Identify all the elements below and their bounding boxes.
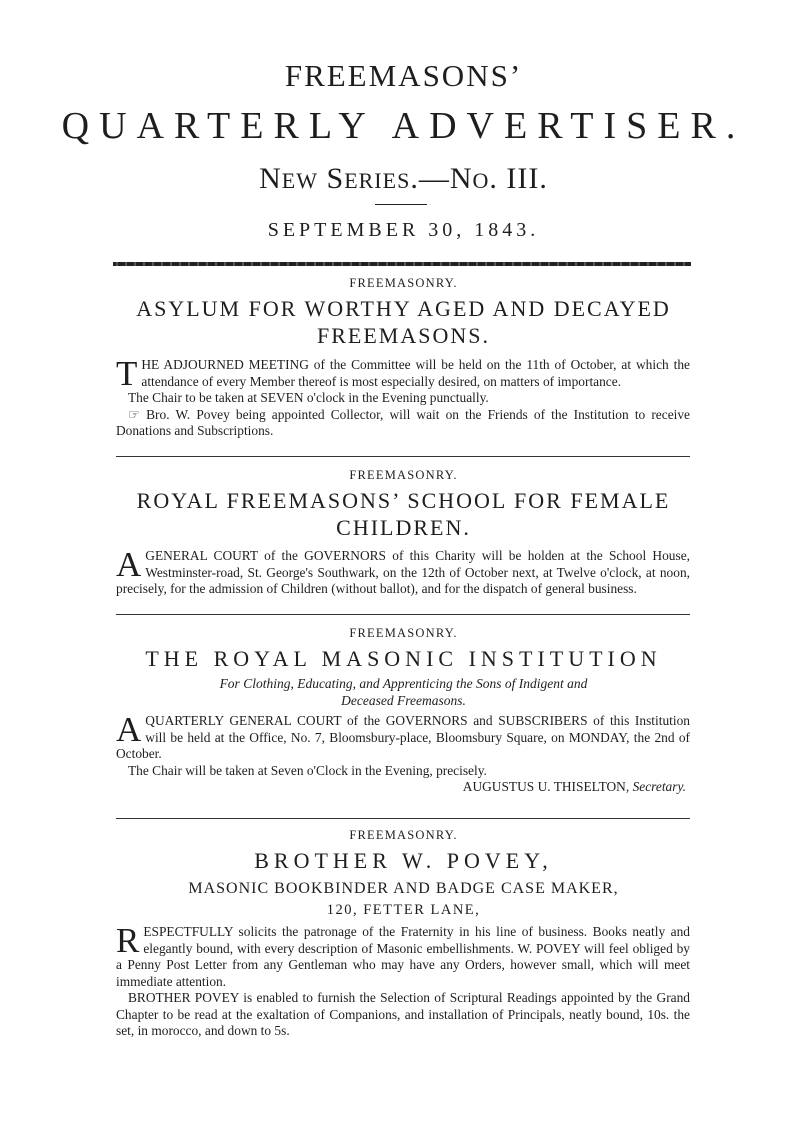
notice-headline: THE ROYAL MASONIC INSTITUTION bbox=[145, 646, 662, 671]
notice-body bbox=[116, 545, 690, 598]
signature-name: AUGUSTUS U. THISELTON, bbox=[462, 779, 630, 794]
notice-headline: CHILDREN. bbox=[336, 515, 471, 540]
drop-cap: A bbox=[116, 710, 142, 749]
notice-kicker: FREEMASONRY. bbox=[349, 626, 458, 640]
notice-subtitle: Deceased Freemasons. bbox=[341, 693, 466, 708]
notice-body bbox=[116, 710, 690, 796]
notice-text: The Chair to be taken at SEVEN o'clock in the Evening punctually. bbox=[128, 390, 489, 405]
section-rule bbox=[116, 456, 690, 457]
section-rule bbox=[116, 818, 690, 819]
notice-text: QUARTERLY GENERAL COURT of the GOVERNORS and SUBSCRIBERS of this Institution will be held at the Office, No. 7, Bloomsbury-place, Bloomsbury Square, on MONDAY, the 2nd of October. bbox=[116, 713, 690, 761]
notice-body bbox=[116, 354, 690, 440]
masthead-series bbox=[0, 162, 807, 196]
notice-text: ☞ Bro. W. Povey being appointed Collector, will wait on the Friends of the Institution to receive Donations and Subscriptions. bbox=[116, 406, 690, 438]
notice-address: 120, FETTER LANE, bbox=[326, 902, 481, 918]
masthead-date: SEPTEMBER 30, 1843. bbox=[267, 219, 540, 241]
notice-headline: ASYLUM FOR WORTHY AGED AND DECAYED bbox=[136, 296, 671, 321]
notice-text: ESPECTFULLY solicits the patronage of the Fraternity in his line of business. Books neatly and elegantly bound, with every description of Masonic embellishments. W. POVEY will feel obliged by a Penny Post Letter from any Gentleman who may have any Orders, however small, which will meet immediate attention. bbox=[116, 924, 690, 989]
drop-cap: R bbox=[116, 921, 140, 960]
series-eries: ERIES bbox=[344, 168, 411, 193]
notice-text: HE ADJOURNED MEETING of the Committee will be held on the 11th of October, at which the attendance of every Member thereof is most especially desired, on matters of importance. bbox=[141, 357, 690, 389]
series-o: O bbox=[472, 168, 490, 193]
notice-text: GENERAL COURT of the GOVERNORS of this Charity will be holden at the School House, Westminster-road, St. George's Southwark, on the 12th of October next, at Twelve o'clock, at noon, precisely, for the admission of Children (without ballot), and for the dispatch of general business. bbox=[116, 548, 690, 596]
notice-headline: BROTHER W. POVEY, bbox=[254, 848, 553, 873]
series-ew: EW bbox=[281, 168, 318, 193]
series-number: . III. bbox=[489, 162, 548, 195]
notice-kicker: FREEMASONRY. bbox=[349, 468, 458, 482]
series-s: S bbox=[326, 162, 345, 195]
drop-cap: A bbox=[116, 545, 142, 584]
notice-text: BROTHER POVEY is enabled to furnish the Selection of Scriptural Readings appointed by the Grand Chapter to be read at the exaltation of Companions, and installation of Principals, neatly bound, 10s. the set, in morocco, and down to 5s. bbox=[116, 990, 690, 1038]
masthead-subtitle: QUARTERLY ADVERTISER. bbox=[61, 105, 746, 147]
notice-headline: ROYAL FREEMASONS’ SCHOOL FOR FEMALE bbox=[136, 488, 671, 513]
drop-cap: T bbox=[116, 354, 138, 393]
notice-body bbox=[116, 921, 690, 1040]
notice-signature bbox=[116, 779, 690, 796]
header-rule bbox=[113, 262, 691, 266]
notice-kicker: FREEMASONRY. bbox=[349, 276, 458, 290]
notice-subtitle: For Clothing, Educating, and Apprenticing the Sons of Indigent and bbox=[219, 676, 588, 691]
notice-kicker: FREEMASONRY. bbox=[349, 828, 458, 842]
series-no: .—N bbox=[410, 162, 473, 195]
section-rule bbox=[116, 614, 690, 615]
notice-subtitle: MASONIC BOOKBINDER AND BADGE CASE MAKER, bbox=[188, 880, 619, 897]
signature-role: Secretary. bbox=[632, 779, 686, 794]
notice-text: The Chair will be taken at Seven o'Clock in the Evening, precisely. bbox=[128, 762, 487, 778]
notice-headline: FREEMASONS. bbox=[317, 323, 490, 348]
masthead-title: FREEMASONS’ bbox=[284, 58, 523, 93]
masthead-divider bbox=[375, 204, 427, 205]
series-n: N bbox=[259, 162, 282, 195]
